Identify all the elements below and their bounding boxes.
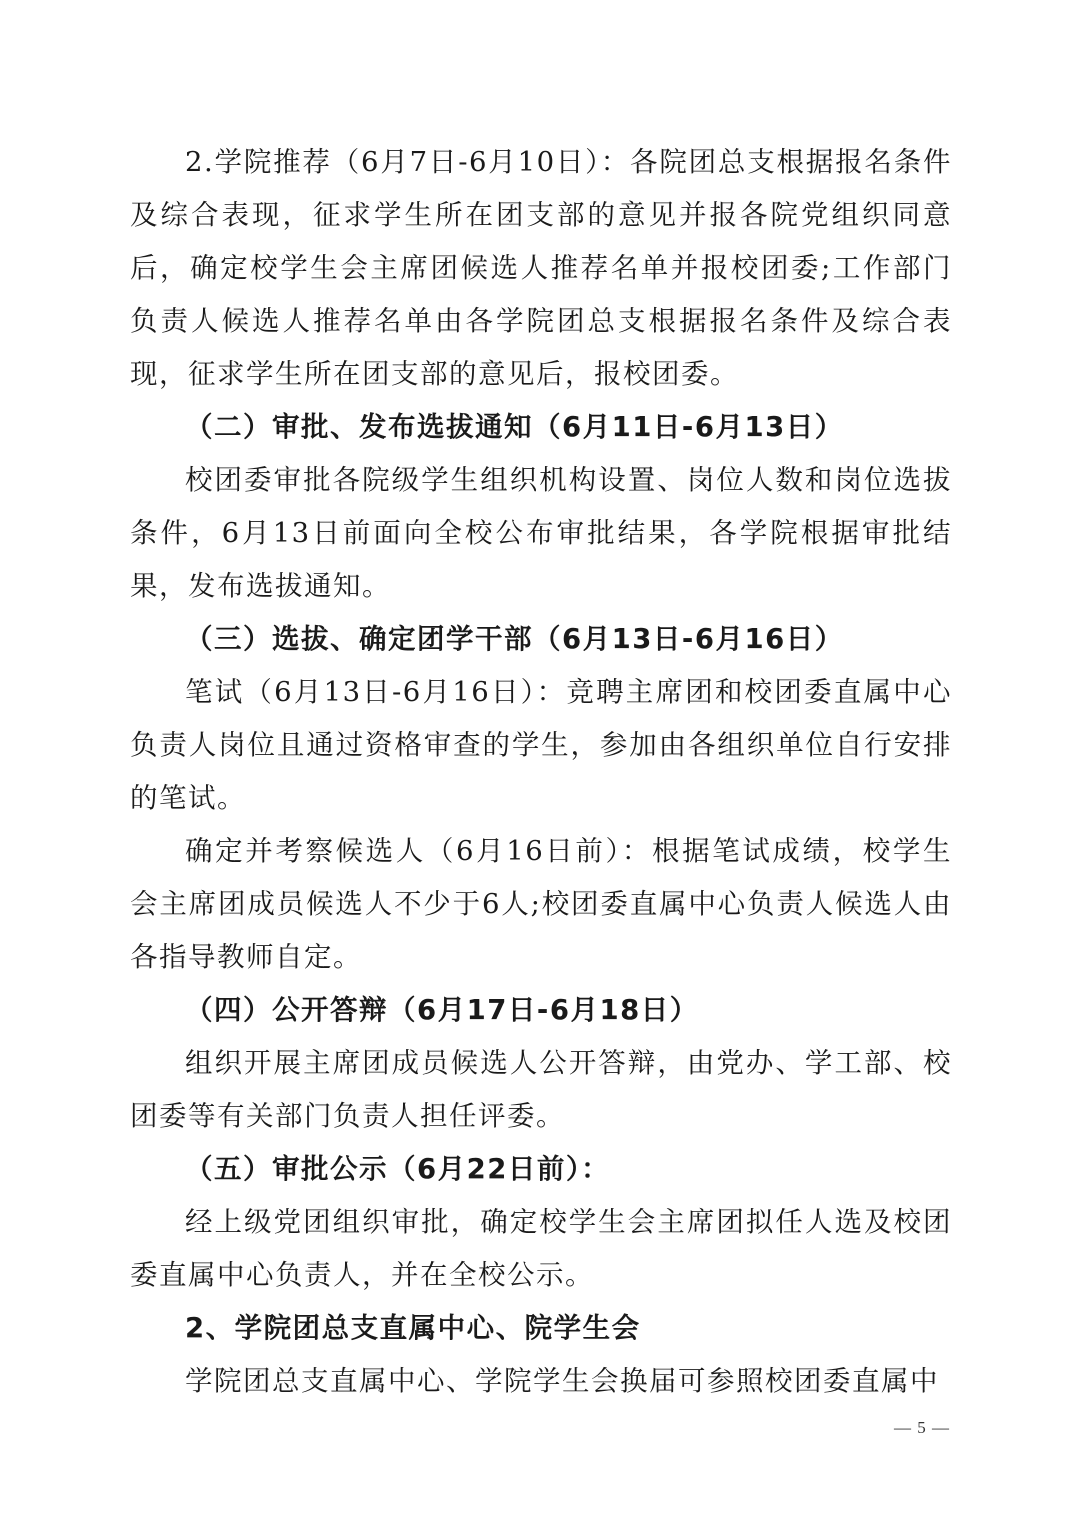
paragraph-public-defense: 组织开展主席团成员候选人公开答辩，由党办、学工部、校团委等有关部门负责人担任评委。	[130, 1047, 952, 1132]
heading-approval-publicity: （五）审批公示（6月22日前）：	[185, 1153, 611, 1185]
heading-public-defense: （四）公开答辩（6月17日-6月18日）	[185, 994, 699, 1026]
paragraph-written-test: 笔试（6月13日-6月16日）：竞聘主席团和校团委直属中心负责人岗位且通过资格审查的学生，参加由各组织单位自行安排的笔试。	[130, 676, 952, 814]
paragraph-confirm-candidates: 确定并考察候选人（6月16日前）：根据笔试成绩，校学生会主席团成员候选人不少于6人;校团委直属中心负责人候选人由各指导教师自定。	[130, 835, 952, 973]
heading-approval-notice: （二）审批、发布选拔通知（6月11日-6月13日）	[185, 411, 844, 443]
document-body	[130, 136, 952, 1408]
heading-college-league: 2、学院团总支直属中心、院学生会	[185, 1312, 641, 1344]
paragraph-college-recommendation: 2.学院推荐（6月7日-6月10日）：各院团总支根据报名条件及综合表现，征求学生所在团支部的意见并报各院党组织同意后，确定校学生会主席团候选人推荐名单并报校团委;工作部门负责人候选人推荐名单由各学院团总支根据报名条件及综合表现，征求学生所在团支部的意见后，报校团委。	[130, 146, 952, 390]
paragraph-college-league: 学院团总支直属中心、学院学生会换届可参照校团委直属中	[185, 1365, 939, 1397]
paragraph-approval-publicity: 经上级党团组织审批，确定校学生会主席团拟任人选及校团委直属中心负责人，并在全校公示。	[130, 1206, 952, 1291]
paragraph-approval-notice: 校团委审批各院级学生组织机构设置、岗位人数和岗位选拔条件，6月13日前面向全校公布审批结果，各学院根据审批结果，发布选拔通知。	[130, 464, 952, 602]
heading-selection: （三）选拔、确定团学干部（6月13日-6月16日）	[185, 623, 844, 655]
page-number: — 5 —	[894, 1418, 950, 1437]
